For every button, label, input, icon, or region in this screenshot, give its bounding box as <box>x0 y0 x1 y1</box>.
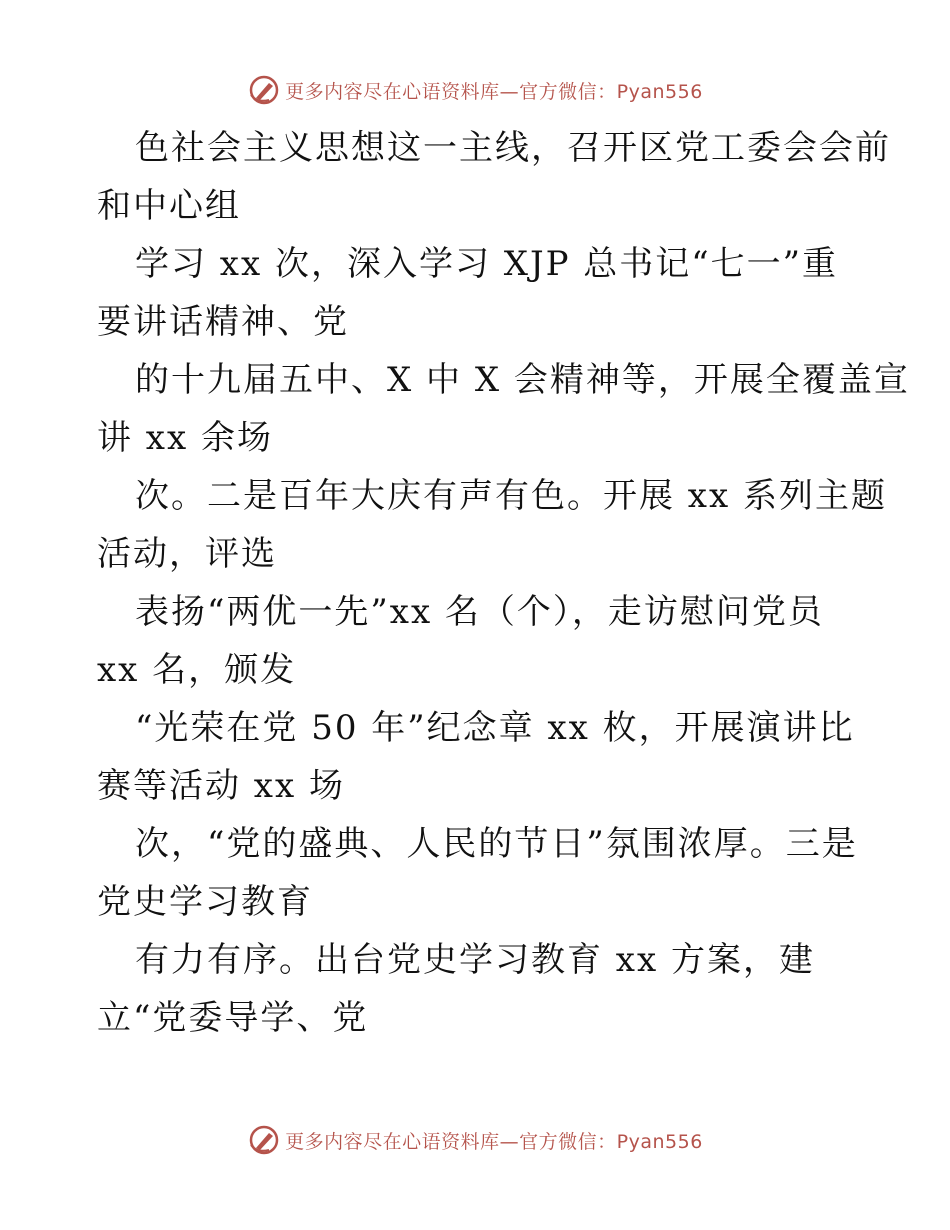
paragraph-line: 次，“党的盛典、人民的节日”氛围浓厚。三是 <box>135 824 858 864</box>
paragraph-line: 要讲话精神、党 <box>97 302 349 342</box>
paragraph-line: 讲 xx 余场 <box>97 418 273 458</box>
paragraph-line: “光荣在党 50 年”纪念章 xx 枚，开展演讲比 <box>135 708 855 748</box>
paragraph-line: 色社会主义思想这一主线，召开区党工委会会前 <box>135 128 891 168</box>
watermark-text: 更多内容尽在心语资料库—官方微信：Pyan556 <box>285 80 703 103</box>
paragraph-line: 表扬“两优一先”xx 名（个），走访慰问党员 <box>135 592 824 632</box>
paragraph-line: 有力有序。出台党史学习教育 xx 方案，建 <box>135 940 815 980</box>
header-watermark <box>0 70 950 110</box>
paragraph-line: xx 名，颁发 <box>97 650 297 690</box>
paragraph-line: 立“党委导学、党 <box>97 998 369 1038</box>
paragraph-line: 的十九届五中、X 中 X 会精神等，开展全覆盖宣 <box>135 360 910 400</box>
paragraph-line: 和中心组 <box>97 186 241 226</box>
pen-circle-logo-icon <box>247 1123 281 1157</box>
watermark-text: 更多内容尽在心语资料库—官方微信：Pyan556 <box>285 1130 703 1153</box>
paragraph-line: 学习 xx 次，深入学习 XJP 总书记“七一”重 <box>135 244 839 284</box>
paragraph-line: 赛等活动 xx 场 <box>97 766 345 806</box>
paragraph-line: 活动，评选 <box>97 534 277 574</box>
paragraph-line: 党史学习教育 <box>97 882 313 922</box>
paragraph-line: 次。二是百年大庆有声有色。开展 xx 系列主题 <box>135 476 887 516</box>
pen-circle-logo-icon <box>247 73 281 107</box>
footer-watermark <box>0 1120 950 1160</box>
